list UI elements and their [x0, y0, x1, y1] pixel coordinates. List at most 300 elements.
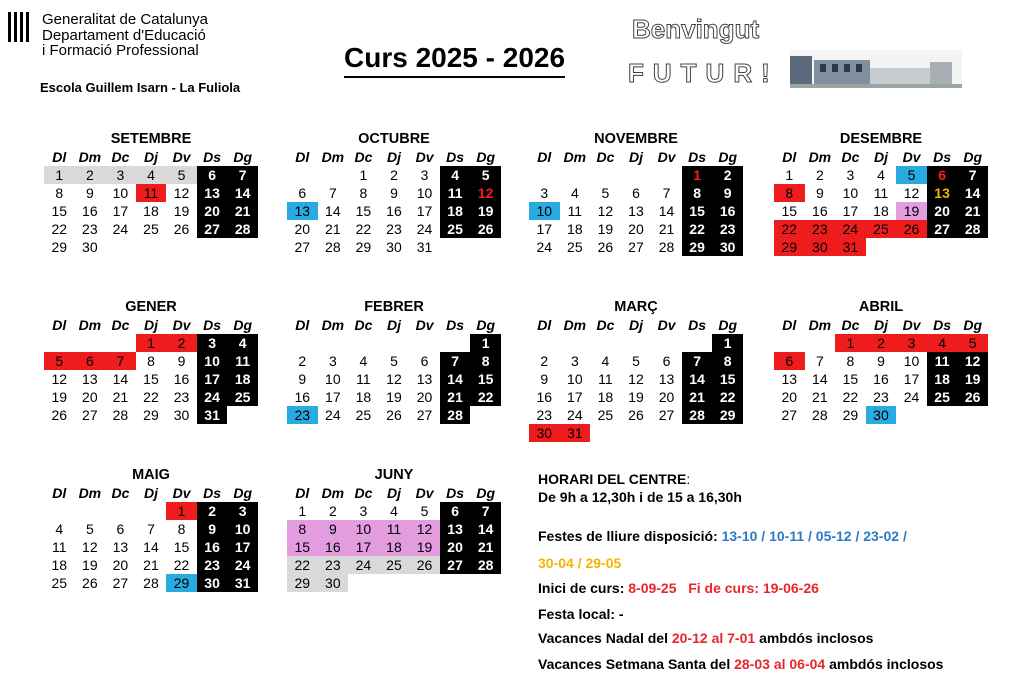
day-cell: 5 [896, 166, 927, 184]
day-cell: 11 [227, 352, 258, 370]
weekday-header: Dm [563, 317, 587, 333]
day-cell: 15 [470, 370, 501, 388]
day-cell: 9 [540, 371, 549, 387]
day-cell: 19 [470, 202, 501, 220]
day-cell: 7 [682, 352, 713, 370]
day-cell: 27 [440, 556, 471, 574]
day-cell: 24 [112, 221, 129, 237]
weekday-header: Dl [52, 317, 67, 333]
empty-day-cell [712, 424, 743, 442]
christmas-from: 20-12 [671, 630, 708, 646]
day-cell: 18 [143, 203, 159, 219]
empty-day-cell [318, 334, 349, 352]
week-row [287, 238, 501, 256]
week-row [287, 388, 501, 406]
day-cell: 3 [570, 353, 579, 369]
weekday-header: Dv [657, 317, 676, 333]
week-row [44, 502, 258, 520]
day-cell: 26 [957, 388, 988, 406]
weekday-header: Ds [203, 317, 222, 333]
month-name: JUNY [374, 467, 414, 483]
course-end-date: 19-06-26 [762, 580, 819, 596]
catalonia-flag-logo-icon [6, 10, 34, 44]
weekday-header: Dv [415, 149, 434, 165]
week-row [774, 166, 988, 184]
day-cell: 6 [662, 353, 671, 369]
day-cell: 26 [896, 220, 927, 238]
week-row [44, 556, 258, 574]
empty-day-cell [774, 334, 805, 352]
weekday-header-row [287, 148, 501, 166]
christmas-holidays-line [538, 630, 873, 646]
weekday-header: Dm [563, 149, 587, 165]
easter-holidays-line [538, 656, 943, 672]
week-row [44, 220, 258, 238]
month-name: FEBRER [364, 299, 424, 315]
weekday-header: Dg [476, 317, 496, 333]
school-name: Escola Guillem Isarn - La Fuliola [40, 80, 241, 95]
day-cell: 30 [866, 406, 897, 424]
day-cell: 9 [85, 185, 94, 201]
month-name: OCTUBRE [358, 131, 430, 147]
day-cell: 30 [386, 239, 402, 255]
month-name: DESEMBRE [839, 131, 923, 147]
weekday-header: Dl [295, 317, 310, 333]
day-cell: 14 [143, 539, 159, 555]
empty-day-cell [621, 424, 652, 442]
day-cell: 22 [842, 389, 859, 405]
day-cell: 3 [227, 502, 258, 520]
day-cell: 18 [567, 221, 583, 237]
empty-day-cell [470, 574, 501, 592]
weekday-header: Dm [808, 149, 832, 165]
day-cell: 27 [781, 407, 798, 423]
day-cell: 22 [470, 388, 501, 406]
day-cell: 21 [470, 538, 501, 556]
empty-day-cell [590, 334, 621, 352]
month-table [44, 316, 258, 424]
week-row [774, 334, 988, 352]
day-cell: 16 [173, 371, 190, 387]
week-row [529, 334, 743, 352]
day-cell: 13 [781, 371, 798, 387]
day-cell: 18 [927, 370, 958, 388]
weekday-header: Dm [78, 317, 102, 333]
day-cell: 12 [173, 185, 190, 201]
day-cell: 5 [166, 166, 197, 184]
day-cell: 6 [197, 166, 228, 184]
week-row [287, 184, 501, 202]
week-row [529, 424, 743, 442]
day-cell: 26 [597, 239, 614, 255]
day-cell: 1 [136, 334, 167, 352]
weekday-header: Dc [354, 485, 373, 501]
day-cell: 2 [866, 334, 897, 352]
day-cell: 16 [318, 538, 349, 556]
week-row [44, 538, 258, 556]
day-cell: 4 [359, 353, 368, 369]
month-block [774, 130, 988, 256]
day-cell: 13 [197, 184, 228, 202]
month-table [287, 316, 501, 424]
easter-from: 28-03 [734, 656, 770, 672]
day-cell: 23 [712, 220, 743, 238]
day-cell: 16 [712, 202, 743, 220]
weekday-header: Dj [386, 317, 401, 333]
day-cell: 3 [896, 334, 927, 352]
day-cell: 15 [143, 371, 159, 387]
day-cell: 25 [143, 221, 159, 237]
day-cell: 15 [51, 203, 68, 219]
week-row [287, 166, 501, 184]
month-table [529, 148, 743, 256]
day-cell: 19 [51, 389, 68, 405]
weekday-header: Ds [933, 317, 952, 333]
weekday-header: Dj [386, 485, 401, 501]
day-cell: 24 [903, 389, 920, 405]
weekday-header: Dg [476, 149, 496, 165]
empty-day-cell [348, 574, 379, 592]
day-cell: 20 [294, 221, 311, 237]
weekday-header: Dg [233, 317, 253, 333]
day-cell: 19 [628, 389, 644, 405]
empty-day-cell [440, 574, 471, 592]
day-cell: 3 [420, 167, 429, 183]
day-cell: 8 [147, 353, 155, 369]
empty-day-cell [957, 406, 988, 424]
day-cell: 10 [529, 202, 560, 220]
month-table [44, 148, 258, 256]
weekday-header: Dc [596, 317, 615, 333]
weekday-header: Dj [628, 317, 643, 333]
day-cell: 16 [812, 203, 828, 219]
day-cell: 1 [359, 167, 368, 183]
day-cell: 20 [82, 389, 98, 405]
day-cell: 27 [197, 220, 228, 238]
day-cell: 26 [409, 556, 440, 574]
week-row [287, 370, 501, 388]
month-name: MAIG [132, 467, 170, 483]
course-start-date: 8-09-25 [628, 580, 677, 596]
week-row [287, 520, 501, 538]
day-cell: 1 [298, 503, 307, 519]
day-cell: 4 [440, 166, 471, 184]
day-cell: 5 [85, 521, 94, 537]
empty-day-cell [75, 334, 106, 352]
weekday-header: Dc [841, 149, 860, 165]
day-cell: 31 [197, 406, 228, 424]
day-cell: 18 [355, 389, 372, 405]
weekday-header: Dl [782, 149, 797, 165]
day-cell: 15 [842, 371, 859, 387]
day-cell: 6 [774, 352, 805, 370]
month-block [774, 298, 988, 424]
day-cell: 1 [835, 334, 866, 352]
day-cell: 22 [355, 221, 372, 237]
day-cell: 10 [903, 353, 920, 369]
day-cell: 4 [877, 167, 885, 183]
day-cell: 7 [815, 353, 824, 369]
free-days-label: Festes de lliure disposició: [538, 528, 718, 544]
day-cell: 21 [143, 557, 159, 573]
day-cell: 24 [197, 388, 228, 406]
day-cell: 7 [328, 185, 337, 201]
schedule-colon: : [686, 471, 691, 487]
day-cell: 20 [658, 389, 675, 405]
day-cell: 28 [227, 220, 258, 238]
day-cell: 25 [51, 575, 68, 591]
month-table [44, 484, 258, 592]
day-cell: 5 [44, 352, 75, 370]
day-cell: 12 [51, 371, 68, 387]
day-cell: 23 [287, 406, 318, 424]
schedule-hours: De 9h a 12,30h i de 15 a 16,30h [538, 489, 742, 505]
weekday-header: Dc [841, 317, 860, 333]
month-block [529, 130, 743, 256]
empty-day-cell [560, 166, 591, 184]
week-row [287, 352, 501, 370]
day-cell: 1 [785, 167, 794, 183]
month-name: GENER [125, 299, 177, 315]
day-cell: 8 [177, 521, 186, 537]
week-row [529, 388, 743, 406]
course-end-label: Fi de curs: [688, 580, 759, 596]
day-cell: 8 [55, 185, 64, 201]
day-cell: 16 [294, 389, 311, 405]
day-cell: 13 [440, 520, 471, 538]
weekday-header-row [774, 316, 988, 334]
empty-day-cell [440, 334, 471, 352]
day-cell: 25 [440, 220, 471, 238]
day-cell: 25 [355, 407, 372, 423]
day-cell: 21 [658, 221, 675, 237]
weekday-header: Dl [537, 317, 552, 333]
day-cell: 9 [318, 520, 349, 538]
day-cell: 28 [812, 407, 828, 423]
day-cell: 19 [409, 538, 440, 556]
empty-day-cell [287, 334, 318, 352]
empty-day-cell [805, 334, 836, 352]
month-name: NOVEMBRE [594, 131, 678, 147]
day-cell: 14 [112, 371, 129, 387]
day-cell: 15 [173, 539, 190, 555]
day-cell: 17 [416, 203, 433, 219]
week-row [287, 502, 501, 520]
day-cell: 8 [846, 353, 855, 369]
day-cell: 20 [927, 202, 958, 220]
day-cell: 3 [846, 167, 855, 183]
christmas-to: 7-01 [727, 630, 756, 646]
week-row [44, 166, 258, 184]
day-cell: 20 [628, 221, 644, 237]
weekday-header: Dg [718, 149, 738, 165]
day-cell: 31 [227, 574, 258, 592]
weekday-header: Dv [172, 485, 191, 501]
christmas-prefix: Vacances Nadal del [538, 630, 668, 646]
weekday-header: Dl [782, 317, 797, 333]
weekday-header: Dj [628, 149, 643, 165]
day-cell: 9 [815, 185, 824, 201]
day-cell: 27 [658, 407, 675, 423]
day-cell: 12 [597, 203, 614, 219]
month-block [44, 466, 258, 592]
day-cell: 9 [298, 371, 307, 387]
day-cell: 19 [173, 203, 190, 219]
weekday-header: Dg [963, 149, 983, 165]
day-cell: 8 [359, 185, 368, 201]
day-cell: 25 [227, 388, 258, 406]
weekday-header: Dj [143, 317, 158, 333]
day-cell: 10 [567, 371, 583, 387]
day-cell: 28 [658, 239, 675, 255]
weekday-header: Dm [321, 317, 345, 333]
empty-day-cell [348, 334, 379, 352]
empty-day-cell [590, 424, 621, 442]
week-row [44, 388, 258, 406]
day-cell: 22 [774, 220, 805, 238]
week-row [44, 520, 258, 538]
empty-day-cell [197, 238, 228, 256]
day-cell: 11 [356, 371, 371, 387]
empty-day-cell [379, 574, 410, 592]
empty-day-cell [529, 166, 560, 184]
weekday-header: Dm [321, 485, 345, 501]
day-cell: 18 [51, 557, 68, 573]
weekday-header-row [44, 148, 258, 166]
week-row [44, 406, 258, 424]
day-cell: 11 [379, 520, 410, 538]
empty-day-cell [866, 238, 897, 256]
day-cell: 31 [416, 239, 433, 255]
easter-to: 06-04 [789, 656, 826, 672]
day-cell: 1 [682, 166, 713, 184]
day-cell: 17 [842, 203, 859, 219]
day-cell: 5 [470, 166, 501, 184]
day-cell: 28 [957, 220, 988, 238]
weekday-header-row [529, 148, 743, 166]
weekday-header: Dj [873, 149, 888, 165]
day-cell: 14 [227, 184, 258, 202]
org-line-1: Generalitat de Catalunya [42, 11, 208, 28]
day-cell: 16 [536, 389, 553, 405]
empty-day-cell [651, 166, 682, 184]
day-cell: 11 [567, 203, 583, 219]
month-block [287, 298, 501, 424]
month-name: SETEMBRE [110, 131, 192, 147]
month-table [287, 148, 501, 256]
weekday-header: Dc [111, 149, 130, 165]
day-cell: 2 [815, 167, 824, 183]
weekday-header: Dc [596, 149, 615, 165]
day-cell: 4 [55, 521, 64, 537]
course-start-label: Inici de curs: [538, 580, 625, 596]
week-row [774, 220, 988, 238]
day-cell: 19 [386, 389, 402, 405]
day-cell: 9 [877, 353, 885, 369]
day-cell: 30 [529, 424, 560, 442]
day-cell: 30 [173, 407, 190, 423]
weekday-header: Dc [111, 485, 130, 501]
day-cell: 25 [927, 388, 958, 406]
empty-day-cell [105, 334, 136, 352]
day-cell: 24 [348, 556, 379, 574]
day-cell: 13 [658, 371, 675, 387]
day-cell: 10 [112, 185, 129, 201]
week-row [529, 370, 743, 388]
day-cell: 4 [227, 334, 258, 352]
day-cell: 13 [82, 371, 98, 387]
day-cell: 15 [781, 203, 798, 219]
day-cell: 12 [386, 371, 402, 387]
weekday-header: Dv [415, 485, 434, 501]
day-cell: 7 [227, 166, 258, 184]
weekday-header: Dj [143, 149, 158, 165]
day-cell: 26 [386, 407, 402, 423]
day-cell: 8 [712, 352, 743, 370]
weekday-header: Dv [415, 317, 434, 333]
day-cell: 25 [597, 407, 614, 423]
free-days-dates: 13-10 / 10-11 / 05-12 / 23-02 / [721, 528, 907, 544]
day-cell: 4 [570, 185, 579, 201]
day-cell: 13 [927, 184, 958, 202]
day-cell: 3 [540, 185, 549, 201]
day-cell: 29 [51, 239, 68, 255]
day-cell: 23 [536, 407, 553, 423]
day-cell: 14 [440, 370, 471, 388]
day-cell: 28 [470, 556, 501, 574]
day-cell: 1 [166, 502, 197, 520]
day-cell: 5 [420, 503, 429, 519]
empty-day-cell [287, 166, 318, 184]
day-cell: 17 [112, 203, 129, 219]
weekday-header: Dm [78, 485, 102, 501]
week-row [44, 334, 258, 352]
month-block [287, 466, 501, 592]
day-cell: 29 [166, 574, 197, 592]
day-cell: 17 [348, 538, 379, 556]
weekday-header: Dg [718, 317, 738, 333]
day-cell: 15 [682, 202, 713, 220]
day-cell: 2 [298, 353, 307, 369]
day-cell: 4 [136, 166, 167, 184]
week-row [287, 334, 501, 352]
day-cell: 28 [325, 239, 341, 255]
empty-day-cell [318, 166, 349, 184]
day-cell: 27 [927, 220, 958, 238]
day-cell: 22 [682, 220, 713, 238]
day-cell: 2 [712, 166, 743, 184]
day-cell: 5 [601, 185, 610, 201]
day-cell: 27 [82, 407, 98, 423]
day-cell: 5 [957, 334, 988, 352]
day-cell: 21 [957, 202, 988, 220]
week-row [529, 352, 743, 370]
week-row [529, 238, 743, 256]
day-cell: 6 [75, 352, 106, 370]
day-cell: 17 [567, 389, 583, 405]
day-cell: 12 [82, 539, 98, 555]
week-row [529, 202, 743, 220]
empty-day-cell [682, 424, 713, 442]
weekday-header: Ds [203, 149, 222, 165]
day-cell: 13 [628, 203, 644, 219]
day-cell: 2 [390, 167, 398, 183]
day-cell: 12 [628, 371, 644, 387]
empty-day-cell [379, 334, 410, 352]
day-cell: 22 [173, 557, 190, 573]
week-row [44, 184, 258, 202]
week-row [44, 574, 258, 592]
